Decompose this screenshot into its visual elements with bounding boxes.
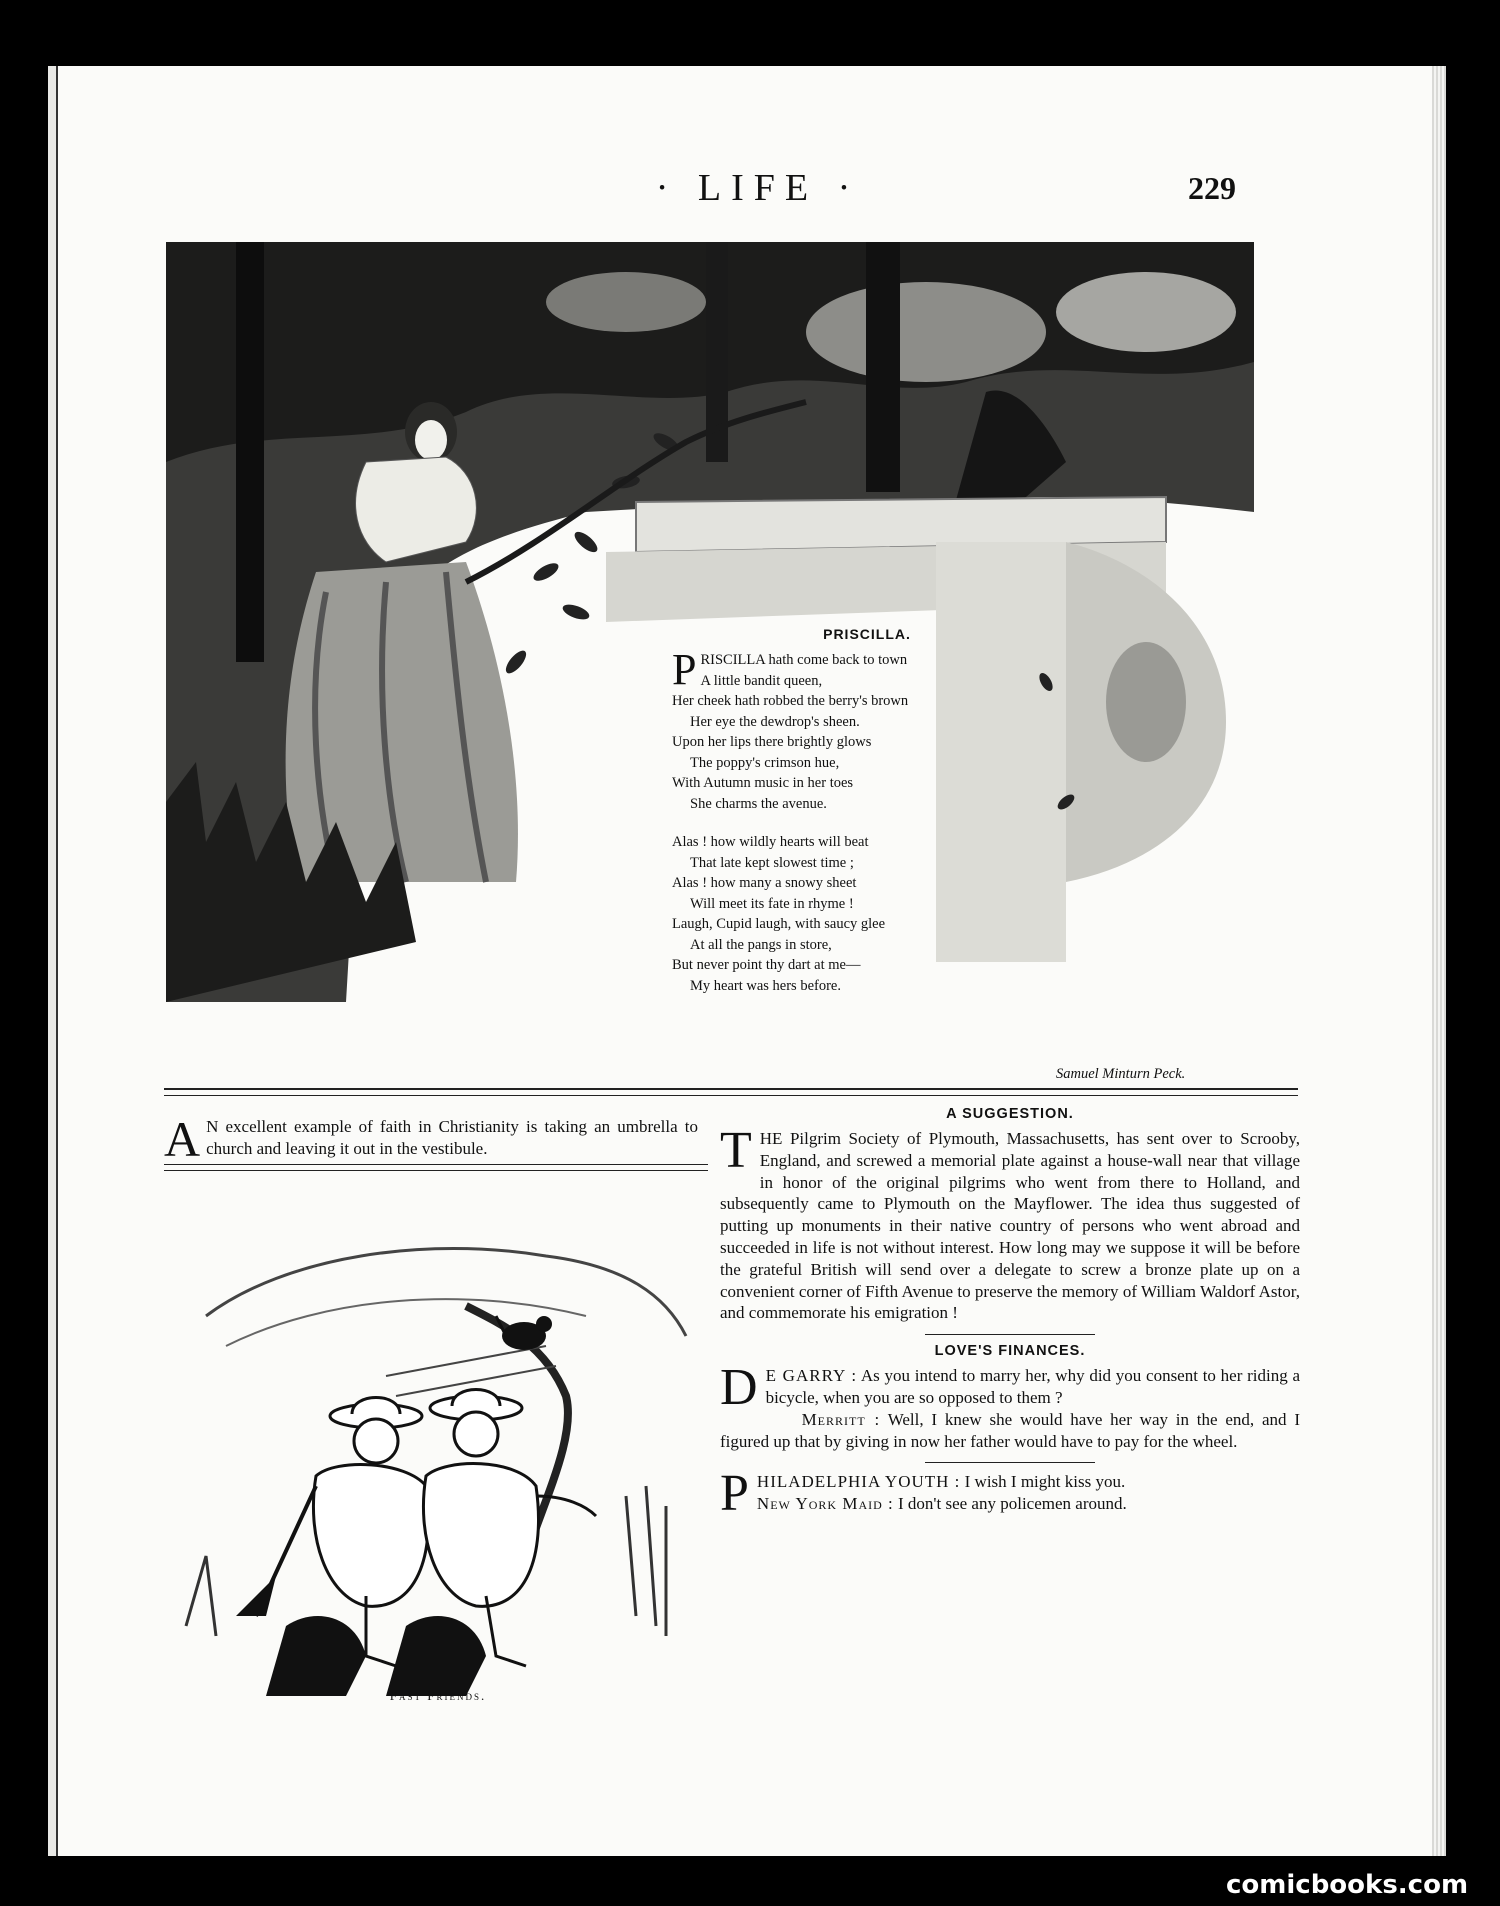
poem-stanza-2: [672, 832, 1062, 996]
philly-dialogue: [720, 1465, 1300, 1523]
merritt-line: Well, I knew she would have her way in the end, and I figured up that by giving in now her father would have to pay for the wheel.: [720, 1409, 1300, 1451]
finances-title: LOVE'S FINANCES.: [934, 1343, 1086, 1360]
poem-line: That late kept slowest time ;: [690, 854, 854, 871]
binding-edge: [48, 66, 58, 1856]
magazine-page: [48, 66, 1446, 1856]
magazine-title: · LIFE ·: [655, 167, 861, 209]
joke-underline: [164, 1164, 708, 1165]
watermark: comicbooks.com: [1226, 1870, 1469, 1900]
poem-line: With Autumn music in her toes: [672, 775, 854, 791]
poem-author: Samuel Minturn Peck.: [1056, 1066, 1186, 1082]
poem-line: My heart was hers before.: [690, 977, 841, 994]
poem-title: PRISCILLA.: [823, 626, 911, 642]
degarry-line: As you intend to marry her, why did you consent to her riding a bicycle, when you are so opposed to them ?: [765, 1366, 1300, 1407]
poem-line: She charms the avenue.: [690, 795, 827, 812]
section-divider: [164, 1088, 1298, 1096]
poem-line: Laugh, Cupid laugh, with saucy glee: [672, 916, 886, 932]
speaker-degarry: E GARRY :: [765, 1366, 858, 1386]
umbrella-joke: [164, 1111, 698, 1167]
section-rule: [925, 1334, 1095, 1335]
poem-line: The poppy's crimson hue,: [690, 754, 840, 771]
page-number: 229: [1188, 170, 1236, 206]
philly-dropcap: P: [720, 1465, 749, 1523]
suggestion-dropcap: T: [720, 1122, 752, 1179]
speaker-ny-maid: New York Maid :: [756, 1494, 894, 1514]
fast-friends-cartoon: [166, 1196, 710, 1696]
finances-body: [720, 1359, 1300, 1417]
two-men-cartoon-image: [166, 1196, 710, 1696]
poem-line: RISCILLA hath come back to town: [700, 652, 908, 668]
finances-dropcap: D: [720, 1359, 758, 1417]
cartoon-caption: Fast Friends.: [389, 1688, 487, 1703]
poem-line: But never point thy dart at me—: [672, 957, 861, 973]
speaker-merritt: Merritt :: [801, 1409, 881, 1429]
section-rule: [925, 1462, 1095, 1463]
finances-reply: [720, 1409, 1300, 1453]
poem-line: Her eye the dewdrop's sheen.: [690, 713, 860, 730]
poem-stanza-1: [672, 645, 1062, 814]
suggestion-text: HE Pilgrim Society of Plymouth, Massachusetts, has sent over to Scrooby, England, and screwed a memorial plate against a house-wall near that village in honor of the original pilgrims who went from there to Holland, and subsequently came to Plymouth on the Mayflower. The idea thus suggested of putting up monuments in their native country of persons who went abroad and succeeded in life is not without interest. How long may we suppose it will be before the grateful British will send over a delegate to screw a bronze plate up on a convenient corner of Fifth Avenue to preserve the memory of William Waldorf Astor, and commemorate his emigration !: [720, 1129, 1300, 1323]
poem-line: Alas ! how many a snowy sheet: [672, 875, 857, 891]
joke-underline-2: [164, 1170, 708, 1171]
joke-text: N excellent example of faith in Christianity is taking an umbrella to church and leaving it out in the vestibule.: [206, 1117, 698, 1158]
poem-dropcap: P: [672, 645, 697, 694]
right-column: [720, 1106, 1300, 1523]
poem-line: A little bandit queen,: [700, 672, 823, 689]
poem-line: Alas ! how wildly hearts will beat: [672, 834, 869, 850]
philly-line: I wish I might kiss you.: [960, 1472, 1126, 1492]
suggestion-title: A SUGGESTION.: [946, 1106, 1074, 1122]
poem-line: Her cheek hath robbed the berry's brown: [672, 693, 909, 709]
poem-line: Upon her lips there brightly glows: [672, 734, 872, 750]
poem-line: At all the pangs in store,: [690, 936, 832, 953]
suggestion-body: [720, 1122, 1300, 1324]
page-stack-edge: [1432, 66, 1446, 1856]
poem-priscilla: [672, 626, 1062, 996]
speaker-philly-youth: HILADELPHIA YOUTH :: [756, 1472, 961, 1492]
maid-line: I don't see any policemen around.: [893, 1494, 1127, 1514]
poem-line: Will meet its fate in rhyme !: [690, 895, 854, 912]
joke-dropcap: A: [164, 1111, 201, 1167]
